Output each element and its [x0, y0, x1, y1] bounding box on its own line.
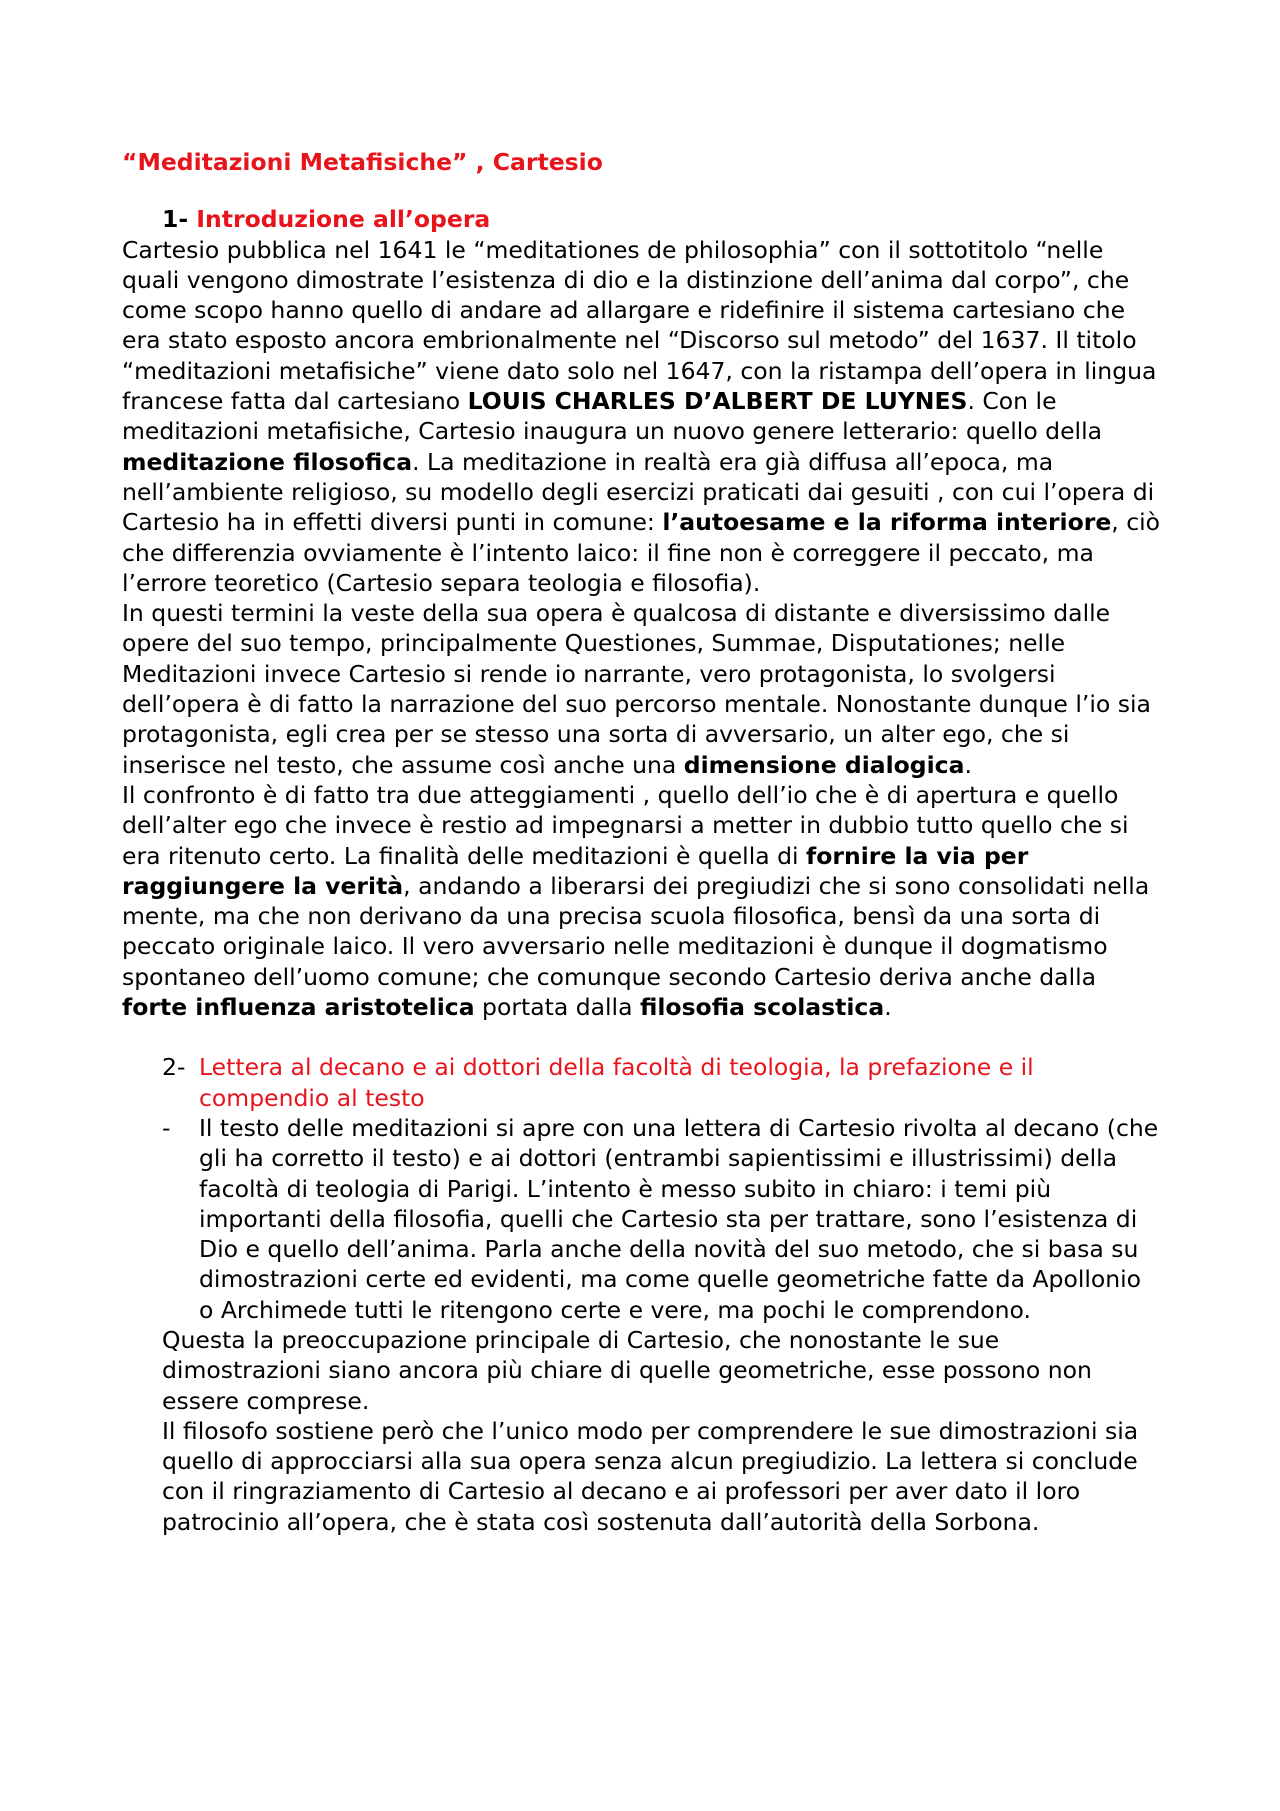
dash-bullet-icon: - [162, 1113, 171, 1142]
document-title: “Meditazioni Metafisiche” , Cartesio [122, 148, 603, 176]
text-run: . [884, 993, 892, 1022]
section-2-heading [122, 1052, 1162, 1113]
bold-run: filosofia scolastica [639, 993, 885, 1022]
section-1-number: 1- [162, 205, 197, 234]
section-1-heading [122, 204, 1162, 234]
text-run: Cartesio pubblica nel 1641 le “meditationes de philosophia” con il sottotitolo “nelle quali vengono dimostrate l’esistenza di dio e la distinzione dell’anima dal corpo”, che come scopo hanno quello di andare ad allargare e ridefinire il sistema cartesiano che era stato esposto ancora embrionalmente nel “Discorso sul metodo” del 1637. Il titolo “meditazioni metafisiche” viene dato solo nel 1647, con la ristampa dell’opera in lingua francese fatta dal cartesiano [122, 235, 1157, 416]
section-2-title: Lettera al decano e ai dottori della facoltà di teologia, la prefazione e il compendio al testo [199, 1053, 1034, 1112]
section-1-paragraph-1 [122, 235, 1162, 599]
text-run: In questi termini la veste della sua opera è qualcosa di distante e diversissimo dalle opere del suo tempo, principalmente Questiones, Summae, Disputationes; nelle Meditazioni invece Cartesio si rende io narrante, vero protagonista, lo svolgersi dell’opera è di fatto la narrazione del suo percorso mentale. Nonostante dunque l’io sia protagonista, egli crea per se stesso una sorta di avversario, un alter ego, che si inserisce nel testo, che assume così anche una [122, 599, 1151, 779]
document-page [122, 147, 1162, 1537]
section-1-paragraph-3 [122, 780, 1162, 1022]
text-run: , andando a liberarsi dei pregiudizi che si sono consolidati nella mente, ma che non derivano da una precisa scuola filosofica, bensì da una sorta di peccato originale laico. Il vero avversario nelle meditazioni è dunque il dogmatismo spontaneo dell’uomo comune; che comunque secondo Cartesio deriva anche dalla [122, 871, 1150, 991]
section-1-paragraph-2 [122, 598, 1162, 780]
spacer [122, 1022, 1162, 1052]
bold-run: forte influenza aristotelica [122, 993, 475, 1022]
section-2-paragraph-2: Il filosofo sostiene però che l’unico modo per comprendere le sue dimostrazioni sia quello di approcciarsi alla sua opera senza alcun pregiudizio. La lettera si conclude con il ringraziamento di Cartesio al decano e ai professori per aver dato il loro patrocinio all’opera, che è stata così sostenuta dall’autorità della Sorbona. [162, 1416, 1139, 1536]
section-2-bullet-text: Il testo delle meditazioni si apre con una lettera di Cartesio rivolta al decano (che gli ha corretto il testo) e ai dottori (entrambi sapientissimi e illustrissimi) della facoltà di teologia di Parigi. L’intento è messo subito in chiaro: i temi più importanti della filosofia, quelli che Cartesio sta per trattare, sono l’esistenza di Dio e quello dell’anima. Parla anche della novità del suo metodo, che si basa su dimostrazioni certe ed evidenti, ma come quelle geometriche fatte da Apollonio o Archimede tutti le ritengono certe e vere, ma pochi le comprendono. [199, 1113, 1159, 1324]
bold-run: l’autoesame e la riforma interiore [662, 508, 1112, 537]
text-run: Il confronto è di fatto tra due atteggiamenti , quello dell’io che è di apertura e quello dell’alter ego che invece è restio ad impegnarsi a metter in dubbio tutto quello che si era ritenuto certo. La finalità delle meditazioni è quella di [122, 780, 1129, 870]
section-2-paragraph-1: Questa la preoccupazione principale di Cartesio, che nonostante le sue dimostrazioni siano ancora più chiare di quelle geometriche, esse possono non essere comprese. [162, 1325, 1092, 1415]
section-1-title: Introduzione all’opera [196, 205, 491, 234]
bold-run: LOUIS CHARLES D’ALBERT DE LUYNES [467, 387, 968, 416]
text-run: portata dalla [474, 993, 640, 1022]
text-run: . Con le meditazioni metafisiche, Cartesio inaugura un nuovo genere letterario: quello della [122, 387, 1103, 446]
text-run: , ciò che differenzia ovviamente è l’intento laico: il fine non è correggere il peccato, ma l’errore teoretico (Cartesio separa teologia e filosofia). [122, 508, 1161, 597]
text-run: . La meditazione in realtà era già diffusa all’epoca, ma nell’ambiente religioso, su modello degli esercizi praticati dai gesuiti , con cui l’opera di Cartesio ha in effetti diversi punti in comune: [122, 447, 1155, 537]
section-2-number: 2- [162, 1053, 186, 1082]
bold-run: fornire la via per raggiungere la verità [122, 841, 1029, 900]
bold-run: dimensione dialogica [683, 750, 965, 779]
bold-run: meditazione filosofica [122, 447, 413, 476]
text-run: . [964, 750, 972, 779]
section-2-bullet [122, 1113, 1162, 1325]
